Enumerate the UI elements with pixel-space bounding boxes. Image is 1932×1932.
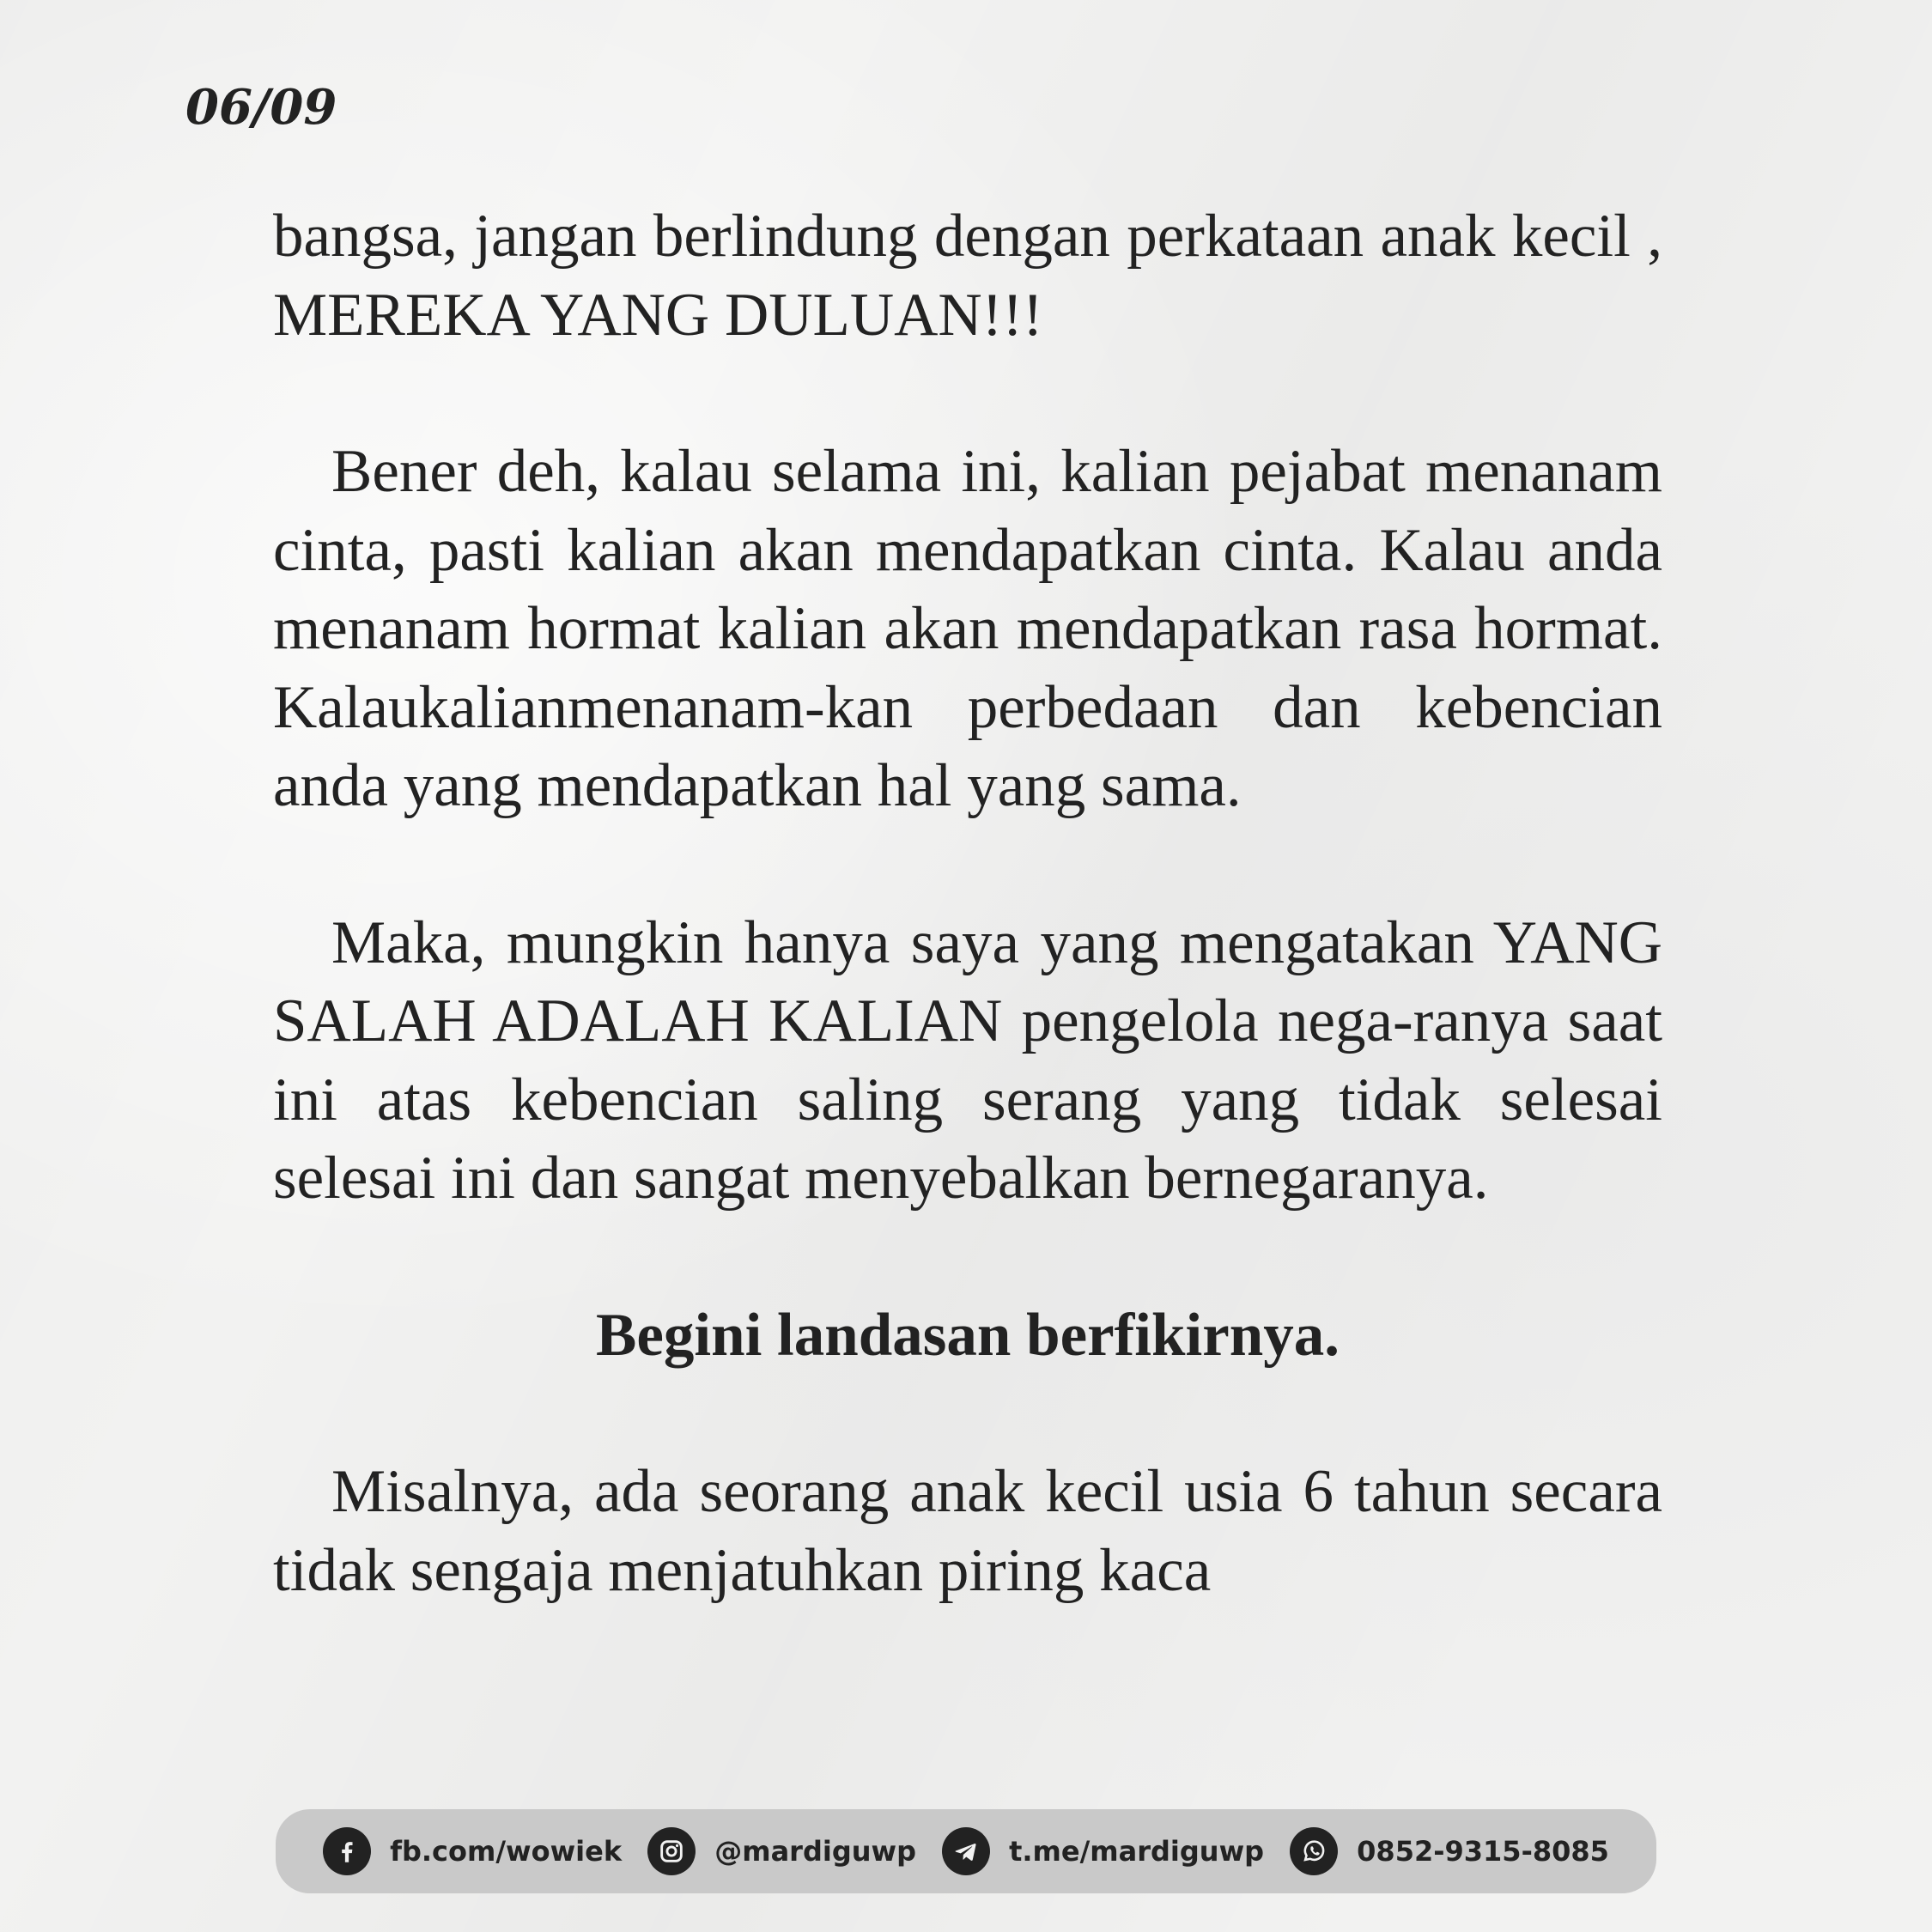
social-footer bbox=[276, 1809, 1656, 1893]
paragraph-4: Misalnya, ada seorang anak kecil usia 6 tahun secara tidak sengaja menjatuhkan piring kaca bbox=[273, 1458, 1662, 1604]
page-number: 06/09 bbox=[185, 79, 337, 136]
paragraph-3: Maka, mungkin hanya saya yang mengatakan YANG SALAH ADALAH KALIAN pengelola nega-ranya saat ini atas kebencian saling serang yang tidak selesai selesai ini dan sangat menyebalkan bernegaranya. bbox=[273, 908, 1662, 1212]
instagram-icon bbox=[647, 1827, 696, 1875]
paragraph-2: Bener deh, kalau selama ini, kalian pejabat menanam cinta, pasti kalian akan mendapatkan cinta. Kalau anda menanam hormat kalian akan mendapatkan rasa hormat. Kalaukalianmenanam-kan perbedaan dan kebencian anda yang mendapatkan hal yang sama. bbox=[273, 438, 1662, 819]
telegram-link[interactable] bbox=[942, 1827, 1264, 1875]
whatsapp-icon bbox=[1290, 1827, 1338, 1875]
paragraph-1: bangsa, jangan berlindung dengan perkataan anak kecil , MEREKA YANG DULUAN!!! bbox=[273, 203, 1662, 349]
whatsapp-label: 0852-9315-8085 bbox=[1357, 1835, 1609, 1868]
facebook-link[interactable] bbox=[323, 1827, 622, 1875]
facebook-icon bbox=[323, 1827, 371, 1875]
instagram-label: @mardiguwp bbox=[714, 1835, 916, 1868]
facebook-label: fb.com/wowiek bbox=[390, 1835, 623, 1868]
instagram-link[interactable] bbox=[647, 1827, 916, 1875]
article-body bbox=[273, 197, 1662, 1610]
telegram-label: t.me/mardiguwp bbox=[1009, 1835, 1265, 1868]
section-heading: Begini landasan berfikirnya. bbox=[596, 1301, 1340, 1369]
telegram-icon bbox=[942, 1827, 990, 1875]
whatsapp-link[interactable] bbox=[1290, 1827, 1609, 1875]
